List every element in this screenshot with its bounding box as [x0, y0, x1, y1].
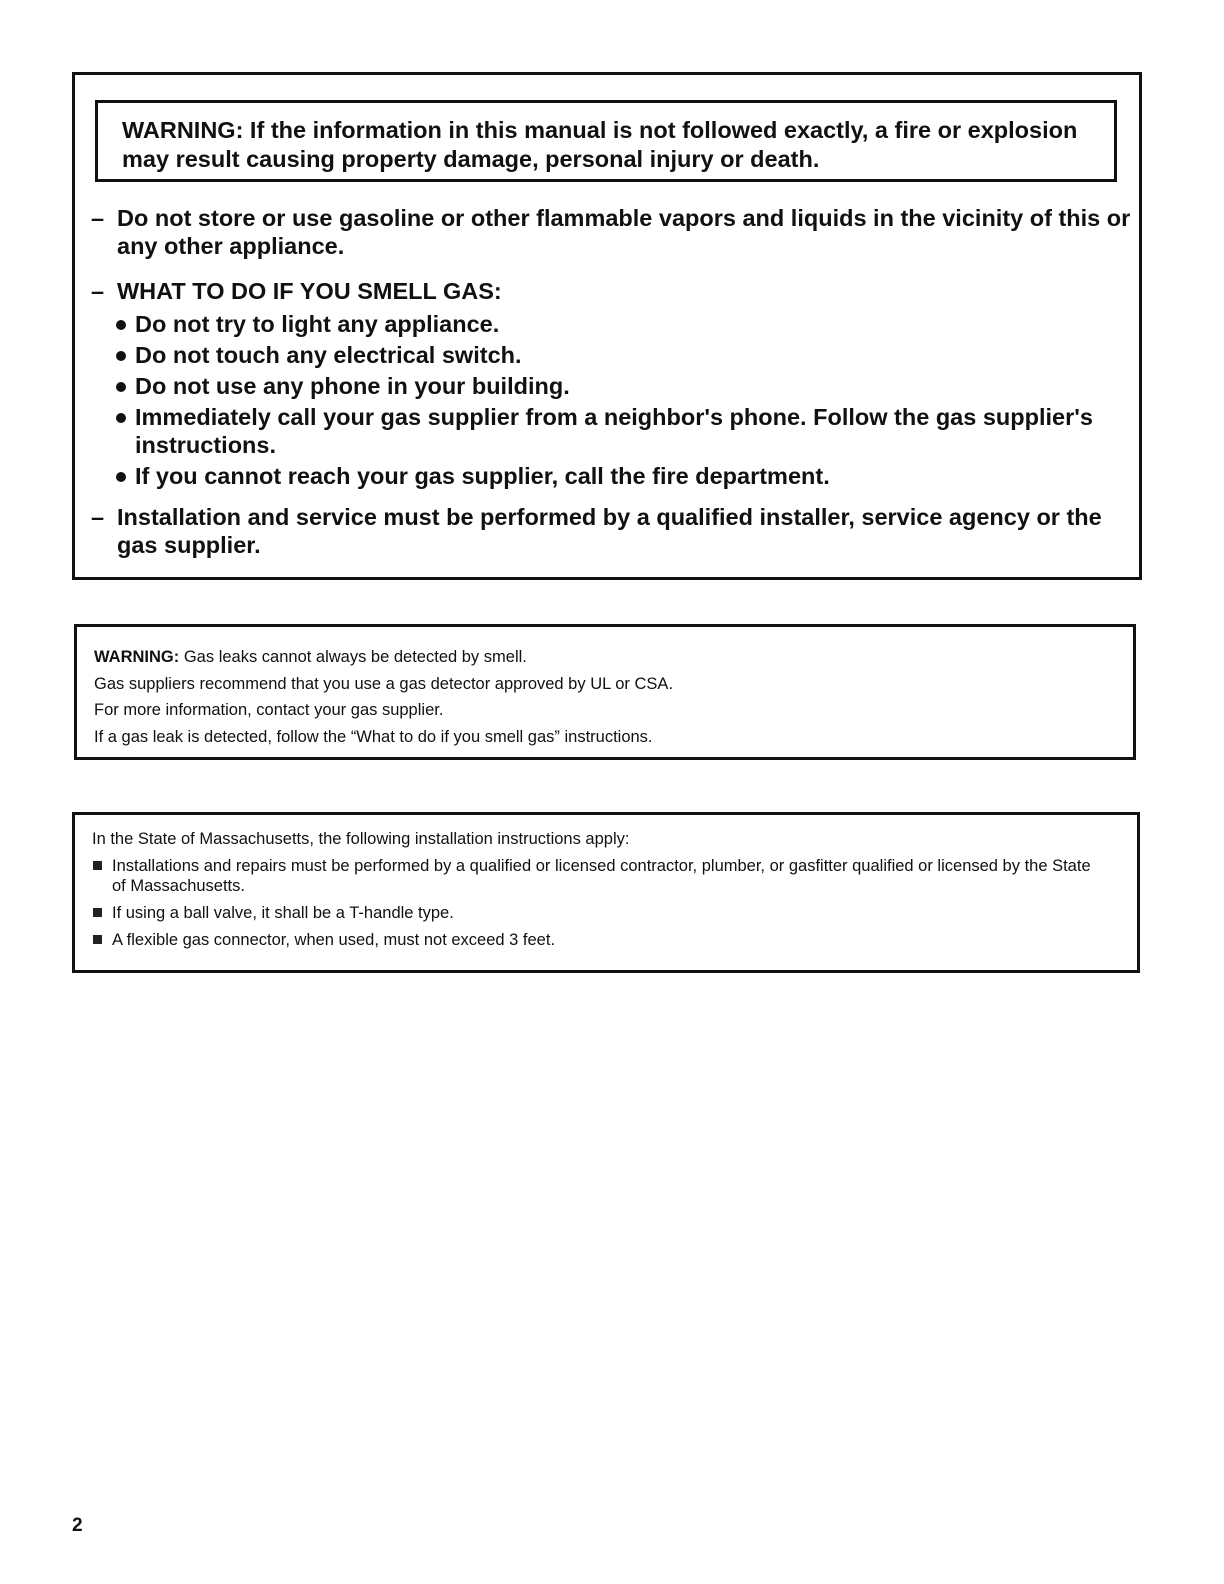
page-number: 2 — [72, 1515, 83, 1536]
flammable-vapors-text: Do not store or use gasoline or other flammable vapors and liquids in the vicinity of this or any other appliance. — [117, 205, 1131, 259]
bullet-dot-icon — [116, 413, 126, 423]
smell-gas-heading-item — [91, 277, 1147, 305]
list-item — [115, 403, 1115, 459]
step-text: Do not touch any electrical switch. — [135, 342, 522, 368]
square-bullet-icon — [93, 861, 102, 870]
bullet-dot-icon — [116, 472, 126, 482]
dash-marker: – — [91, 504, 105, 530]
leak-line-1 — [94, 644, 1133, 671]
requirement-text: Installations and repairs must be performed by a qualified or licensed contractor, plumber, or gasfitter qualified or licensed by the State of Massachusetts. — [112, 857, 1091, 895]
list-item — [115, 372, 1115, 400]
leak-line-3: For more information, contact your gas supplier. — [94, 701, 444, 719]
step-text: Do not use any phone in your building. — [135, 373, 570, 399]
square-bullet-icon — [93, 908, 102, 917]
requirement-text: A flexible gas connector, when used, must not exceed 3 feet. — [112, 931, 556, 949]
massachusetts-intro: In the State of Massachusetts, the following installation instructions apply: — [92, 830, 630, 848]
dash-marker: – — [91, 278, 105, 304]
list-item — [92, 856, 1092, 896]
bullet-dot-icon — [116, 320, 126, 330]
installation-service-text: Installation and service must be performed by a qualified installer, service agency or the gas supplier. — [117, 504, 1102, 558]
step-text: If you cannot reach your gas supplier, call the fire department. — [135, 463, 830, 489]
bullet-dot-icon — [116, 382, 126, 392]
smell-gas-heading: WHAT TO DO IF YOU SMELL GAS: — [117, 278, 502, 304]
list-item — [115, 462, 1115, 490]
list-item — [92, 903, 1092, 923]
list-item — [115, 341, 1115, 369]
smell-gas-steps — [115, 310, 1115, 493]
dash-marker: – — [91, 205, 105, 231]
list-item — [92, 930, 1092, 950]
step-text: Immediately call your gas supplier from a neighbor's phone. Follow the gas supplier's instructions. — [135, 404, 1093, 458]
leak-text: Gas leaks cannot always be detected by smell. — [183, 648, 527, 666]
list-item — [115, 310, 1115, 338]
square-bullet-icon — [93, 935, 102, 944]
step-text: Do not try to light any appliance. — [135, 311, 500, 337]
warning-label: WARNING: — [94, 648, 180, 666]
flammable-vapors-item — [91, 204, 1147, 260]
gas-safety-warning-box — [72, 72, 1142, 580]
fire-explosion-warning: WARNING: If the information in this manual is not followed exactly, a fire or explosion may result causing property damage, personal injury or death. — [95, 100, 1117, 182]
leak-line-2: Gas suppliers recommend that you use a gas detector approved by UL or CSA. — [94, 674, 674, 693]
bullet-dot-icon — [116, 351, 126, 361]
leak-line-4: If a gas leak is detected, follow the “What to do if you smell gas” instructions. — [94, 727, 653, 746]
gas-leak-warning-box — [74, 624, 1136, 760]
massachusetts-requirements — [92, 856, 1092, 950]
installation-service-item — [91, 503, 1147, 559]
massachusetts-instructions-box — [72, 812, 1140, 973]
requirement-text: If using a ball valve, it shall be a T-handle type. — [112, 904, 454, 922]
